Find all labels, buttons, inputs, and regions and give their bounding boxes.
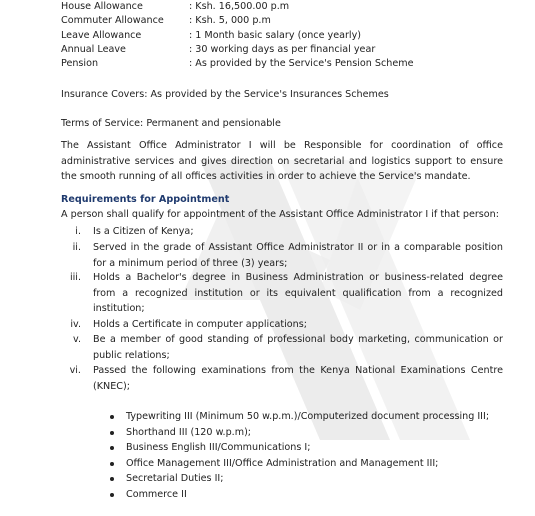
allowance-label: Pension bbox=[61, 58, 99, 69]
list-item: Typewriting III (Minimum 50 w.p.m.)/Computerized document processing III; bbox=[110, 409, 489, 425]
terms-text: Terms of Service: Permanent and pensionable bbox=[61, 118, 281, 129]
list-item: Secretarial Duties II; bbox=[110, 471, 489, 487]
allowance-row-leave bbox=[61, 29, 361, 43]
allowance-row-house bbox=[61, 0, 289, 14]
allowance-row-annual-leave bbox=[61, 43, 375, 57]
requirements-heading: Requirements for Appointment bbox=[61, 194, 230, 205]
requirement-number: iv. bbox=[70, 319, 81, 330]
requirement-text: Is a Citizen of Kenya; bbox=[93, 226, 194, 237]
requirement-text: Served in the grade of Assistant Office Administrator II or in a comparable position for a minimum period of three (3) years; bbox=[93, 242, 503, 269]
allowance-value: : 30 working days as per financial year bbox=[189, 44, 376, 55]
allowance-value: : Ksh. 5, 000 p.m bbox=[189, 15, 271, 26]
allowance-value: : Ksh. 16,500.00 p.m bbox=[189, 1, 290, 12]
requirement-text: Be a member of good standing of professional body marketing, communication or public relations; bbox=[93, 334, 503, 361]
allowance-value: : 1 Month basic salary (once yearly) bbox=[189, 30, 362, 41]
list-item: Business English III/Communications I; bbox=[110, 440, 489, 456]
requirement-number: v. bbox=[73, 334, 81, 345]
list-item: Shorthand III (120 w.p.m); bbox=[110, 425, 489, 441]
allowance-row-commuter bbox=[61, 14, 271, 28]
allowance-label: Annual Leave bbox=[61, 44, 126, 55]
requirement-number: vi. bbox=[69, 365, 81, 376]
requirements-intro: A person shall qualify for appointment of the Assistant Office Administrator I if that person: bbox=[61, 209, 499, 220]
requirement-number: i. bbox=[75, 226, 81, 237]
examinations-list bbox=[110, 409, 489, 503]
requirement-text: Holds a Bachelor's degree in Business Administration or business-related degree from a recognized institution or its equivalent qualification from a recognized institution; bbox=[93, 272, 503, 314]
allowance-label: Commuter Allowance bbox=[61, 15, 164, 26]
insurance-text: Insurance Covers: As provided by the Service's Insurances Schemes bbox=[61, 89, 389, 100]
requirement-number: ii. bbox=[72, 242, 81, 253]
list-item: Commerce II bbox=[110, 487, 489, 503]
list-item: Office Management III/Office Administration and Management III; bbox=[110, 456, 489, 472]
allowance-label: Leave Allowance bbox=[61, 30, 142, 41]
requirement-number: iii. bbox=[69, 272, 81, 283]
role-description: The Assistant Office Administrator I will be Responsible for coordination of office administrative services and gives direction on secretarial and logistics support to ensure the smooth running of all offices activities in order to achieve the Service's mandate. bbox=[61, 140, 503, 182]
requirement-text: Holds a Certificate in computer applications; bbox=[93, 319, 307, 330]
allowance-label: House Allowance bbox=[61, 1, 143, 12]
allowance-row-pension bbox=[61, 57, 414, 71]
allowance-value: : As provided by the Service's Pension Scheme bbox=[189, 58, 414, 69]
requirement-text: Passed the following examinations from the Kenya National Examinations Centre (KNEC); bbox=[93, 365, 503, 392]
